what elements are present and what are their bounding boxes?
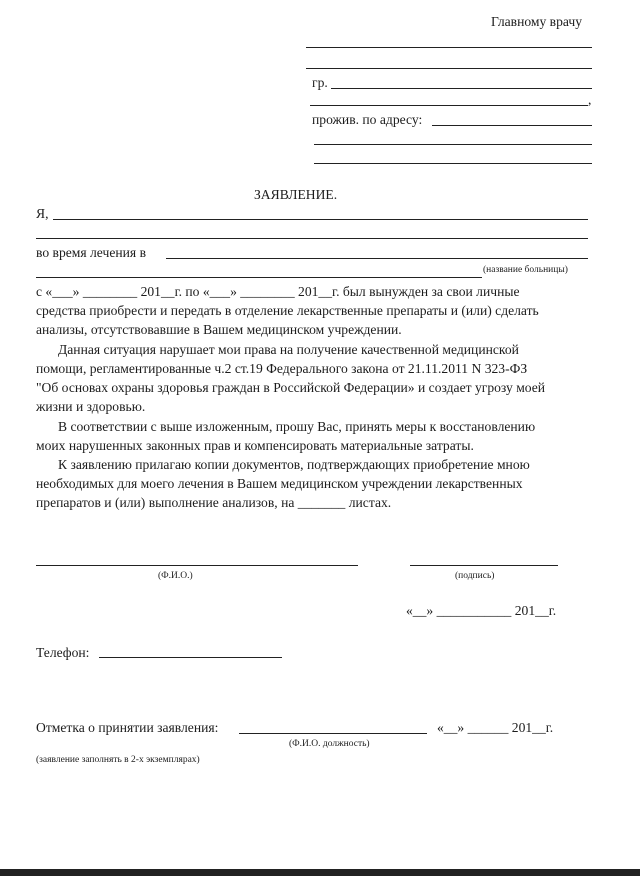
address-line-1[interactable] bbox=[432, 125, 592, 126]
applicant-name-line[interactable] bbox=[53, 219, 588, 220]
body-text: средства приобрести и передать в отделение лекарственные препараты и (или) сделать bbox=[36, 303, 539, 318]
addressee-line-1[interactable] bbox=[306, 47, 592, 48]
citizen-label: гр. bbox=[312, 75, 328, 90]
acceptance-fio-line[interactable] bbox=[239, 733, 427, 734]
phone-label: Телефон: bbox=[36, 645, 90, 660]
signature-date: «__» ___________ 201__г. bbox=[406, 603, 557, 618]
document-title: ЗАЯВЛЕНИЕ. bbox=[254, 187, 338, 202]
acceptance-date: «__» ______ 201__г. bbox=[437, 720, 554, 735]
body-text: К заявлению прилагаю копии документов, подтверждающих приобретение мною bbox=[58, 457, 530, 472]
applicant-label: Я, bbox=[36, 206, 49, 221]
hospital-hint: (название больницы) bbox=[483, 265, 568, 275]
acceptance-hint: (Ф.И.О. должность) bbox=[289, 739, 370, 749]
citizen-name-line-2[interactable] bbox=[310, 105, 588, 106]
page-bottom-edge bbox=[0, 869, 640, 876]
address-line-3[interactable] bbox=[314, 163, 592, 164]
signature-hint: (подпись) bbox=[455, 571, 495, 581]
addressee: Главному врачу bbox=[491, 14, 583, 29]
addressee-line-2[interactable] bbox=[306, 68, 592, 69]
comma: , bbox=[588, 92, 592, 107]
body-text: жизни и здоровью. bbox=[36, 399, 146, 414]
body-text: с «___» ________ 201__г. по «___» ________ 201__г. был вынужден за свои личные bbox=[36, 284, 520, 299]
footnote: (заявление заполнять в 2-х экземплярах) bbox=[36, 755, 200, 765]
treatment-label: во время лечения в bbox=[36, 245, 146, 260]
acceptance-label: Отметка о принятии заявления: bbox=[36, 720, 219, 735]
signature-line[interactable] bbox=[410, 565, 558, 566]
hospital-line-2[interactable] bbox=[36, 277, 482, 278]
address-label: прожив. по адресу: bbox=[312, 112, 423, 127]
body-text: В соответствии с выше изложенным, прошу Вас, принять меры к восстановлению bbox=[58, 419, 536, 434]
citizen-name-line[interactable] bbox=[331, 88, 592, 89]
body-text: моих нарушенных законных прав и компенсировать материальные затраты. bbox=[36, 438, 474, 453]
address-line-2[interactable] bbox=[314, 144, 592, 145]
phone-line[interactable] bbox=[99, 657, 282, 658]
body-text: "Об основах охраны здоровья граждан в Российской Федерации» и создает угрозу моей bbox=[36, 380, 546, 395]
body-text: необходимых для моего лечения в Вашем медицинском учреждении лекарственных bbox=[36, 476, 523, 491]
body-text: помощи, регламентированные ч.2 ст.19 Федерального закона от 21.11.2011 N 323-ФЗ bbox=[36, 361, 528, 376]
applicant-name-line-2[interactable] bbox=[36, 238, 588, 239]
body-text: препаратов и (или) выполнение анализов, на _______ листах. bbox=[36, 495, 392, 510]
hospital-line[interactable] bbox=[166, 258, 588, 259]
body-text: Данная ситуация нарушает мои права на получение качественной медицинской bbox=[58, 342, 519, 357]
fio-line[interactable] bbox=[36, 565, 358, 566]
fio-hint: (Ф.И.О.) bbox=[158, 571, 193, 581]
body-text: анализы, отсутствовавшие в Вашем медицинском учреждении. bbox=[36, 322, 402, 337]
